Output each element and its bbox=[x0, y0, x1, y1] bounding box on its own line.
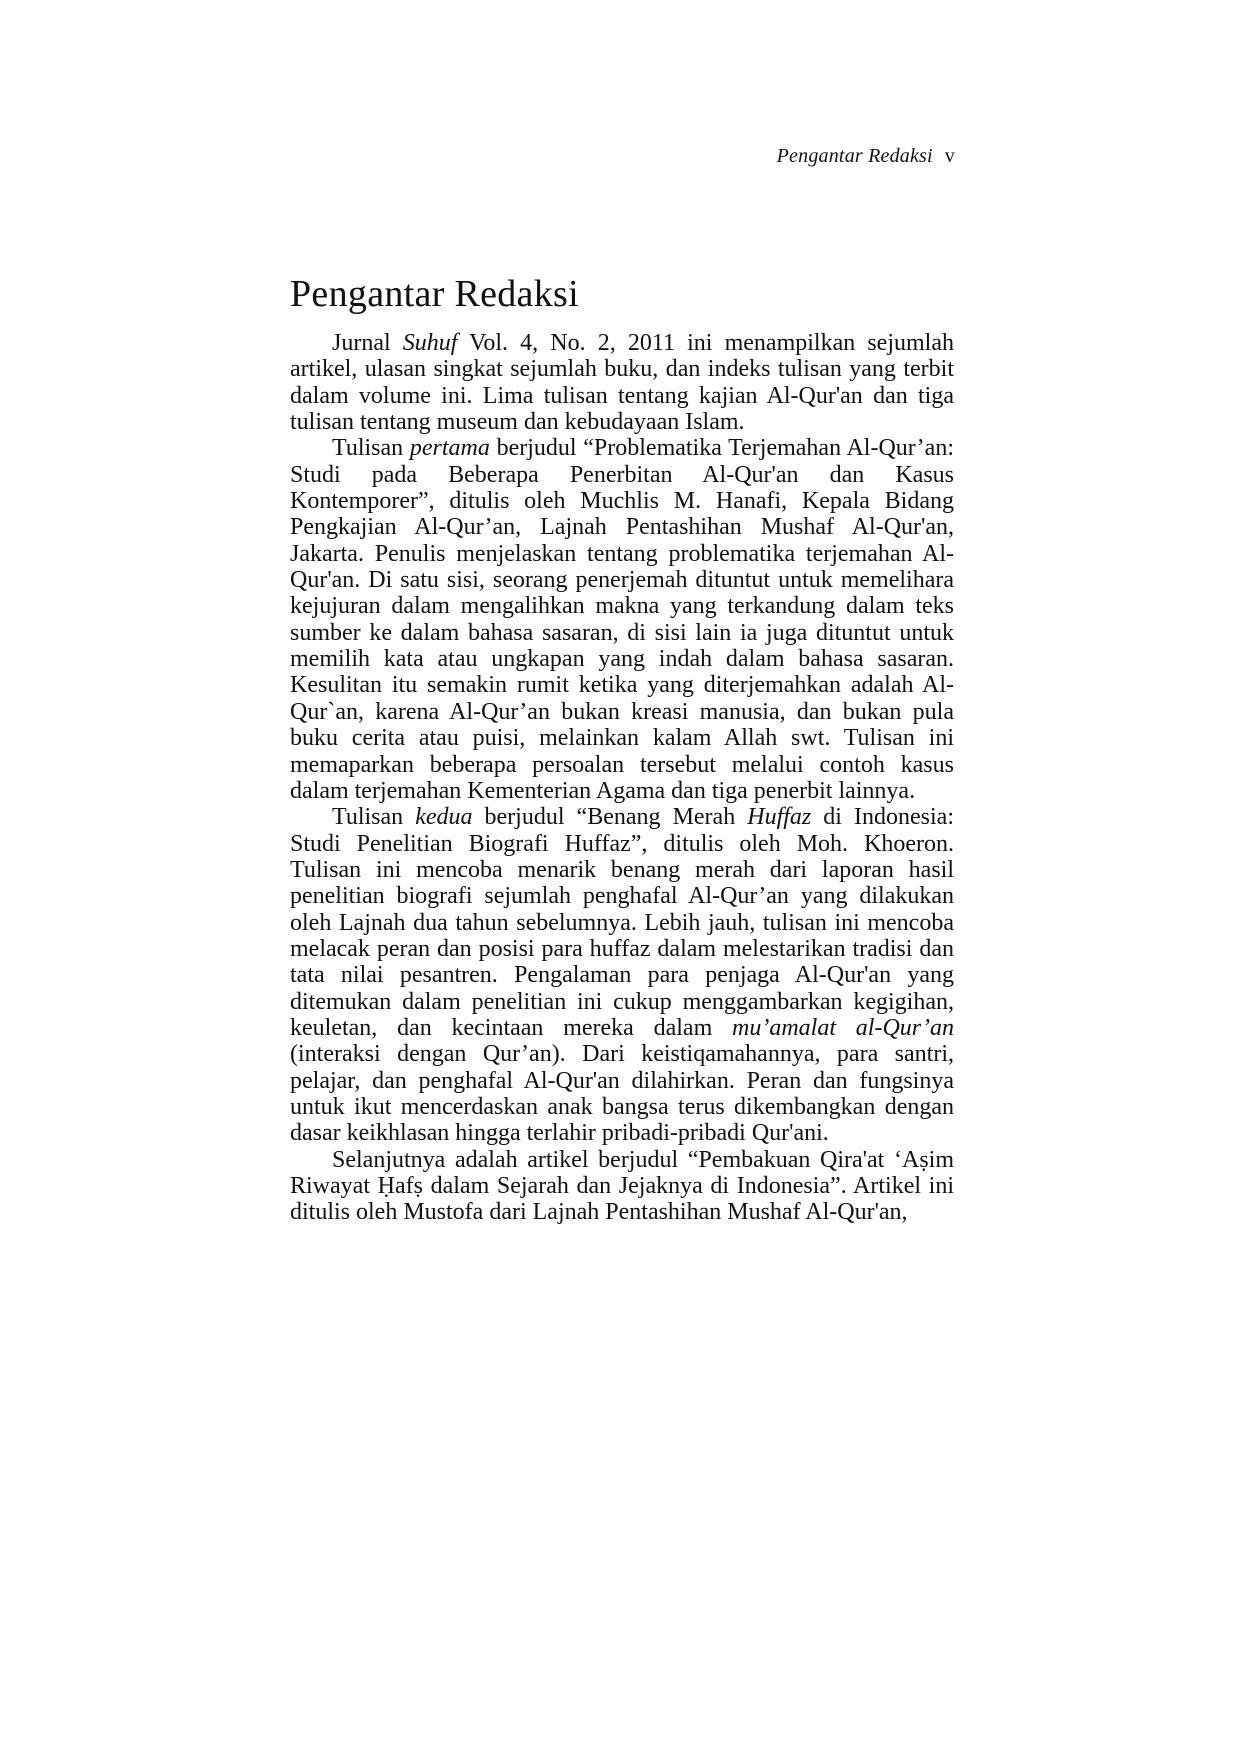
paragraph bbox=[290, 330, 954, 435]
text-run: Tulisan bbox=[332, 804, 416, 831]
text-run: Jurnal bbox=[332, 330, 403, 356]
italic-text-run: pertama bbox=[409, 435, 490, 462]
paragraph bbox=[290, 435, 954, 804]
paragraph bbox=[290, 804, 954, 1146]
text-run: Selanjutnya adalah artikel berjudul “Pembakuan Qira'at ‘Aṣim Riwayat Ḥafṣ dalam Sejarah dan Jejaknya di Indonesia”. Artikel ini ditulis oleh Mustofa dari Lajnah Pentashihan Mushaf Al-Qur'an, bbox=[290, 1146, 954, 1226]
italic-text-run: Huffaz bbox=[747, 804, 812, 831]
section-title: Pengantar Redaksi bbox=[290, 273, 579, 315]
italic-text-run: mu’amalat al-Qur’an bbox=[732, 1014, 954, 1041]
paragraph bbox=[290, 1147, 954, 1226]
text-run: (interaksi dengan Qur’an). Dari keistiqamahannya, para santri, pelajar, dan penghafal Al-Qur'an dilahirkan. Peran dan fungsinya untuk ikut mencerdaskan anak bangsa terus dikembangkan dengan dasar keikhlasan hingga terlahir pribadi-pribadi Qur'ani. bbox=[290, 1041, 954, 1147]
running-head bbox=[777, 144, 955, 168]
running-head-title: Pengantar Redaksi bbox=[776, 145, 933, 167]
text-run: Tulisan bbox=[332, 435, 410, 462]
page-number: v bbox=[944, 145, 955, 167]
text-run: berjudul “Benang Merah bbox=[472, 804, 748, 831]
text-run: Vol. 4, No. 2, 2011 ini menampilkan sejumlah artikel, ulasan singkat sejumlah buku, dan indeks tulisan yang terbit dalam volume ini. Lima tulisan tentang kajian Al-Qur'an dan tiga tulisan tentang museum dan kebudayaan Islam. bbox=[290, 330, 954, 436]
text-run: di Indonesia: Studi Penelitian Biografi Huffaz”, ditulis oleh Moh. Khoeron. Tulisan ini mencoba menarik benang merah dari laporan hasil penelitian biografi sejumlah penghafal Al-Qur’an yang dilakukan oleh Lajnah dua tahun sebelumnya. Lebih jauh, tulisan ini mencoba melacak peran dan posisi para huffaz dalam melestarikan tradisi dan tata nilai pesantren. Pengalaman para penjaga Al-Qur'an yang ditemukan dalam penelitian ini cukup menggambarkan kegigihan, keuletan, dan kecintaan mereka dalam bbox=[290, 804, 954, 1041]
text-run: berjudul “Problematika Terjemahan Al-Qur’an: Studi pada Beberapa Penerbitan Al-Qur'an dan Kasus Kontemporer”, ditulis oleh Muchlis M. Hanafi, Kepala Bidang Pengkajian Al-Qur’an, Lajnah Pentashihan Mushaf Al-Qur'an, Jakarta. Penulis menjelaskan tentang problematika terjemahan Al-Qur'an. Di satu sisi, seorang penerjemah dituntut untuk memelihara kejujuran dalam mengalihkan makna yang terkandung dalam teks sumber ke dalam bahasa sasaran, di sisi lain ia juga dituntut untuk memilih kata atau ungkapan yang indah dalam bahasa sasaran. Kesulitan itu semakin rumit ketika yang diterjemahkan adalah Al-Qur`an, karena Al-Qur’an bukan kreasi manusia, dan bukan pula buku cerita atau puisi, melainkan kalam Allah swt. Tulisan ini memaparkan beberapa persoalan tersebut melalui contoh kasus dalam terjemahan Kementerian Agama dan tiga penerbit lainnya. bbox=[290, 435, 954, 804]
italic-text-run: kedua bbox=[415, 804, 473, 831]
body-text bbox=[290, 330, 954, 1226]
italic-text-run: Suhuf bbox=[402, 330, 458, 356]
